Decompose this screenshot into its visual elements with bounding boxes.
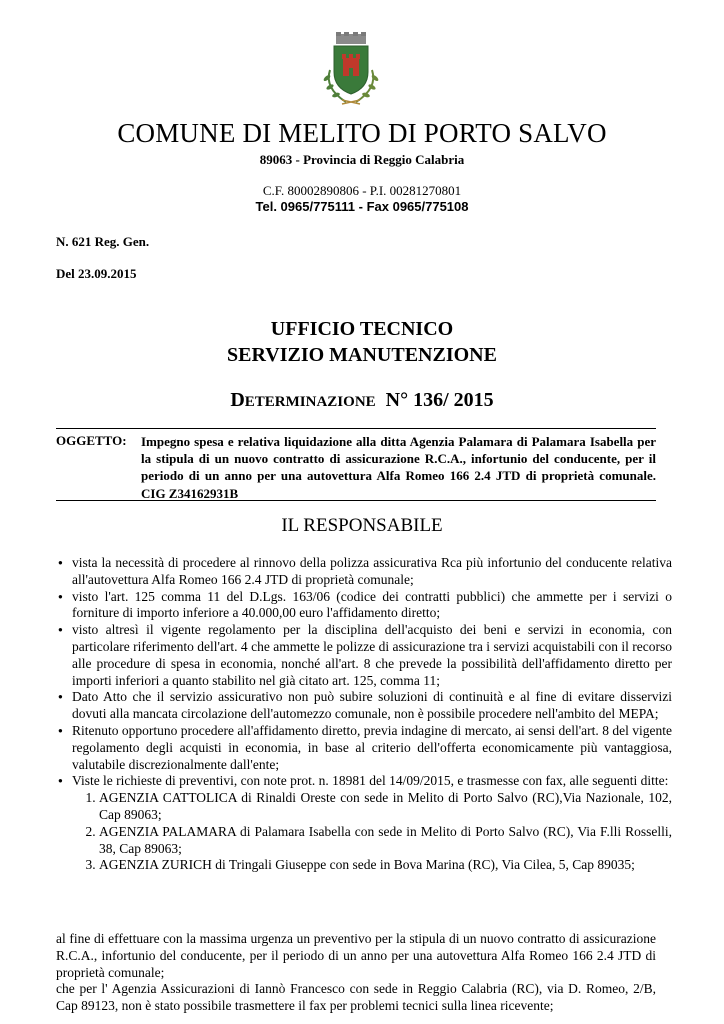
responsabile-title: IL RESPONSABILE bbox=[281, 515, 443, 536]
agenzia-item: 3. AGENZIA ZURICH di Tringali Giuseppe con sede in Bova Marina (RC), Via Cilea, 5, Cap 89035; bbox=[99, 857, 672, 874]
premessa-item: ● Ritenuto opportuno procedere all'affidamento diretto, previa indagine di mercato, ai sensi dell'art. 8 del vigente regolamento degli acquisti in economia, in base al criterio dell'offerta economicamente più vantaggiosa, valutabile discrezionalmente dall'ente; bbox=[72, 723, 672, 773]
provincia-line: 89063 - Provincia di Reggio Calabria bbox=[259, 152, 465, 167]
agenzia-item: 2. AGENZIA PALAMARA di Palamara Isabella con sede in Melito di Porto Salvo (RC), Via F.lli Rosselli, 38, Cap 89063; bbox=[99, 824, 672, 858]
cf-pi-line: C.F. 80002890806 - P.I. 00281270801 bbox=[262, 183, 462, 198]
premessa-item: ● Dato Atto che il servizio assicurativo non può subire soluzioni di continuità e al fine di evitare disservizi dovuti alla mancata circolazione dell'automezzo comunale, non è possibile procedere nell'ambito del MEPA; bbox=[72, 689, 672, 723]
oggetto-top-rule bbox=[56, 428, 656, 429]
premessa-item: ● vista la necessità di procedere al rinnovo della polizza assicurativa Rca più infortunio del conducente relativa all'autovettura Alfa Romeo 166 2.4 JTD di proprietà comunale; bbox=[72, 555, 672, 589]
registro-data: Del 23.09.2015 bbox=[56, 266, 137, 281]
determinazione-initial: D bbox=[230, 389, 245, 411]
determinazione-heading bbox=[0, 389, 724, 412]
comune-title: COMUNE DI MELITO DI PORTO SALVO bbox=[117, 118, 607, 148]
registro-numero: N. 621 Reg. Gen. bbox=[56, 234, 150, 249]
servizio-title: SERVIZIO MANUTENZIONE bbox=[227, 344, 497, 366]
oggetto-text: Impegno spesa e relativa liquidazione alla ditta Agenzia Palamara di Palamara Isabella per la stipula di un nuovo contratto di assicurazione R.C.A., infortunio del conducente, per il periodo di un anno per una autovettura Alfa Romeo 166 2.4 JTD di proprietà comunale. CIG Z34162931B bbox=[141, 434, 656, 501]
ufficio-title: UFFICIO TECNICO bbox=[270, 318, 454, 340]
premessa-item-richieste bbox=[72, 773, 672, 874]
chiusura-paragraph: che per l' Agenzia Assicurazioni di Iannò Francesco con sede in Reggio Calabria (RC), via D. Romeo, 2/B, Cap 89123, non è stato possibile trasmettere il fax per problemi tecnici sulla linea ricevente; bbox=[56, 981, 656, 1013]
oggetto-bottom-rule bbox=[56, 500, 656, 501]
agenzie-list bbox=[72, 790, 672, 874]
richieste-text: Viste le richieste di preventivi, con note prot. n. 18981 del 14/09/2015, e trasmesse con fax, alle seguenti ditte: bbox=[72, 773, 669, 789]
tel-fax-line: Tel. 0965/775111 - Fax 0965/775108 bbox=[255, 199, 469, 214]
premessa-item: ● visto altresì il vigente regolamento per la disciplina dell'acquisto dei beni e servizi in economia, con particolare riferimento dell'art. 4 che ammette le polizze di assicurazione tra i servizi acquistabili con il recorso alle procedure di spesa in economia, nonché all'art. 8 che prevede la possibilità dell'affidamento diretto per importi inferiori a quanto stabilito nel già citato art. 125, comma 11; bbox=[72, 622, 672, 689]
oggetto-label: OGGETTO: bbox=[56, 433, 127, 448]
premessa-item: ● visto l'art. 125 comma 11 del D.Lgs. 163/06 (codice dei contratti pubblici) che ammette per i servizi o forniture di importo inferiore a 40.000,00 euro l'affidamento diretto; bbox=[72, 589, 672, 623]
agenzia-item: 1. AGENZIA CATTOLICA di Rinaldi Oreste con sede in Melito di Porto Salvo (RC),Via Nazionale, 102, Cap 89063; bbox=[99, 790, 672, 824]
determinazione-number: N° 136/ 2015 bbox=[385, 389, 494, 411]
chiusura-paragraph: al fine di effettuare con la massima urgenza un preventivo per la stipula di un nuovo contratto di assicurazione R.C.A., infortunio del conducente, per il periodo di un anno per una autovettura Alfa Romeo 166 2.4 JTD di proprietà comunale; bbox=[56, 931, 656, 980]
municipal-crest bbox=[318, 30, 384, 108]
premesse-list bbox=[56, 555, 672, 874]
determinazione-word: ETERMINAZIONE bbox=[244, 394, 376, 410]
